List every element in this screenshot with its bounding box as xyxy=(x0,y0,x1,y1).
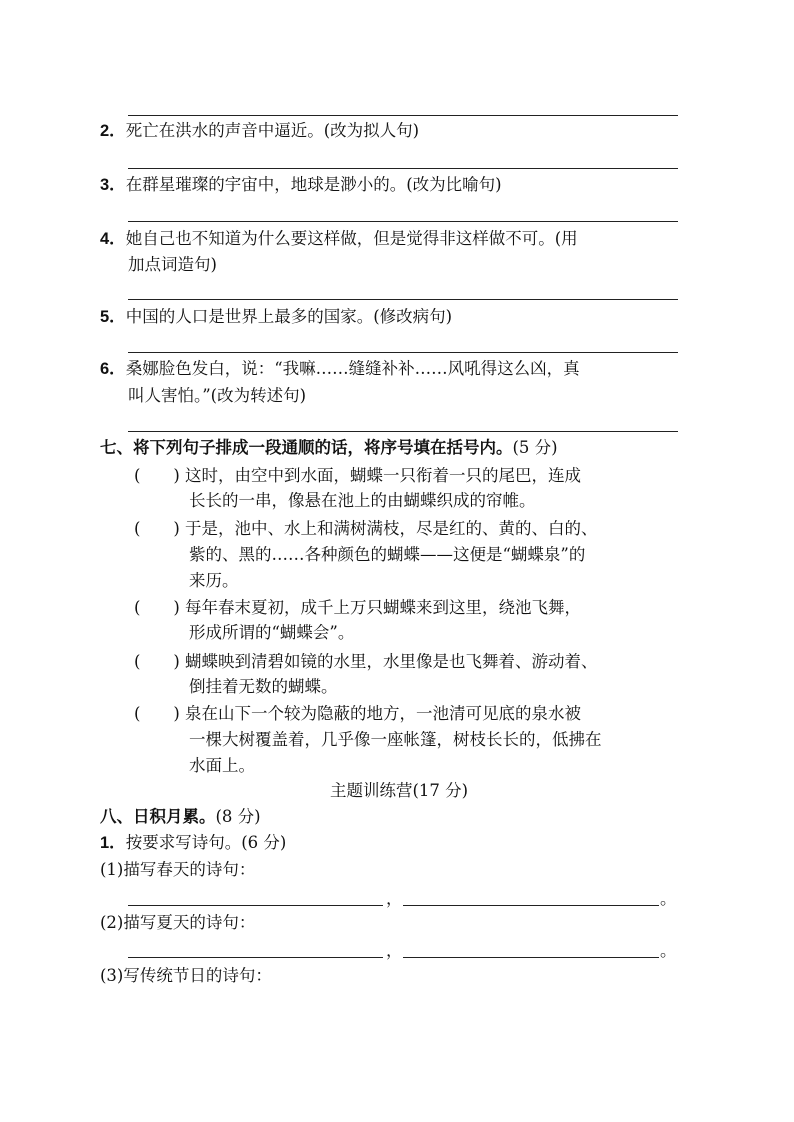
question-item xyxy=(100,306,452,328)
answer-blank[interactable] xyxy=(128,957,383,958)
sentence-line: 水面上。 xyxy=(189,756,255,775)
question-text: 她自己也不知道为什么要这样做，但是觉得非这样做不可。(用 xyxy=(125,229,578,248)
section-title: 七、将下列句子排成一段通顺的话，将序号填在括号内。 xyxy=(100,438,513,457)
question-number: 5． xyxy=(100,308,126,326)
sentence-line: 形成所谓的“蝴蝶会”。 xyxy=(189,623,355,642)
question-item xyxy=(100,228,578,250)
answer-blank[interactable] xyxy=(128,905,383,906)
question-text: 按要求写诗句。(6 分) xyxy=(125,833,287,852)
sentence-line: 来历。 xyxy=(189,571,239,590)
order-blank[interactable]: ( ) xyxy=(134,652,180,671)
question-number: 2． xyxy=(100,122,126,140)
period-mark: 。 xyxy=(660,941,677,960)
comma-mark: ， xyxy=(386,889,403,908)
section-score: (8 分) xyxy=(215,807,261,826)
order-blank[interactable]: ( ) xyxy=(134,519,180,538)
question-text: 在群星璀璨的宇宙中，地球是渺小的。(改为比喻句) xyxy=(125,175,502,194)
section-heading xyxy=(100,437,558,459)
order-blank[interactable]: ( ) xyxy=(134,598,180,617)
question-text: 桑娜脸色发白，说：“我嘛……缝缝补补……风吼得这么凶，真 xyxy=(125,359,580,378)
sentence-line: 于是，池中、水上和满树满枝，尽是红的、黄的、白的、 xyxy=(185,519,598,538)
answer-line[interactable] xyxy=(128,431,678,432)
subquestion: (2)描写夏天的诗句： xyxy=(100,913,256,932)
section-score: (5 分) xyxy=(512,438,558,457)
answer-line xyxy=(128,115,678,116)
question-number: 3． xyxy=(100,176,126,194)
question-text-continued: 叫人害怕。”(改为转述句) xyxy=(128,386,307,405)
section-title: 八、日积月累。 xyxy=(100,807,216,826)
answer-blank[interactable] xyxy=(403,905,659,906)
sentence-line: 倒挂着无数的蝴蝶。 xyxy=(189,677,338,696)
question-text-continued: 加点词造句) xyxy=(128,255,217,274)
sentence-line: 泉在山下一个较为隐蔽的地方，一池清可见底的泉水被 xyxy=(185,704,581,723)
sentence-line: 紫的、黑的……各种颜色的蝴蝶——这便是“蝴蝶泉”的 xyxy=(189,545,586,564)
sentence-line: 每年春末夏初，成千上万只蝴蝶来到这里，绕池飞舞， xyxy=(185,598,581,617)
question-item xyxy=(100,174,502,196)
question-item xyxy=(100,358,580,380)
answer-line[interactable] xyxy=(128,352,678,353)
order-blank[interactable]: ( ) xyxy=(134,466,180,485)
subsection-title: 主题训练营(17 分) xyxy=(330,781,469,800)
order-blank[interactable]: ( ) xyxy=(134,704,180,723)
answer-line[interactable] xyxy=(128,168,678,169)
comma-mark: ， xyxy=(386,941,403,960)
sentence-line: 蝴蝶映到清碧如镜的水里，水里像是也飞舞着、游动着、 xyxy=(185,652,598,671)
sentence-line: 长长的一串，像悬在池上的由蝴蝶织成的帘帷。 xyxy=(189,491,536,510)
question-number: 6． xyxy=(100,360,126,378)
sentence-line: 这时，由空中到水面，蝴蝶一只衔着一只的尾巴，连成 xyxy=(185,466,581,485)
answer-line[interactable] xyxy=(128,299,678,300)
question-item xyxy=(100,832,286,854)
answer-blank[interactable] xyxy=(403,957,659,958)
section-heading xyxy=(100,806,261,828)
question-number: 4． xyxy=(100,230,126,248)
subquestion: (1)描写春天的诗句： xyxy=(100,860,256,879)
question-item xyxy=(100,120,419,142)
period-mark: 。 xyxy=(660,889,677,908)
sentence-line: 一棵大树覆盖着，几乎像一座帐篷，树枝长长的，低拂在 xyxy=(189,730,602,749)
answer-line[interactable] xyxy=(128,221,678,222)
subquestion: (3)写传统节日的诗句： xyxy=(100,966,272,985)
question-text: 死亡在洪水的声音中逼近。(改为拟人句) xyxy=(125,121,420,140)
question-text: 中国的人口是世界上最多的国家。(修改病句) xyxy=(125,307,453,326)
question-number: 1． xyxy=(100,834,126,852)
